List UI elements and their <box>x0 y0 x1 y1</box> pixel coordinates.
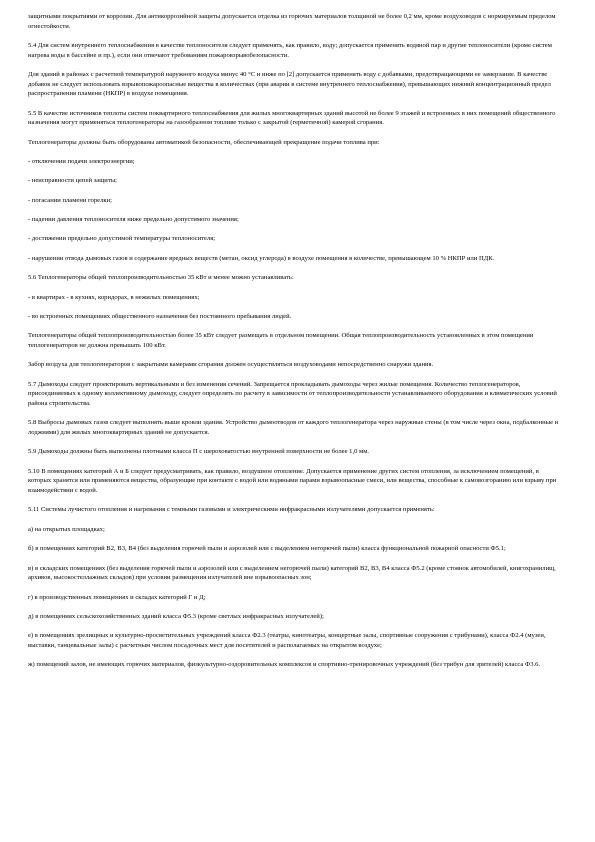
paragraph-5-11: 5.11 Системы лучистого отопления и нагревания с темными газовыми и электрическими инфракрасными излучателями допускается применять: <box>28 506 435 514</box>
paragraph-5-4: 5.4 Для систем внутреннего теплоснабжения в качестве теплоносителя следует применять, как правило, воду; допускается применять водяной пар и другие теплоносители (кроме систем нагрева воды в бассейне и пр.), если они отвечают требованиям пожаровзрывобезопасности. <box>28 41 552 59</box>
list-item: г) в производственных помещениях и складах категорий Г и Д; <box>28 593 206 601</box>
list-item: - отключении подачи электроэнергии; <box>28 157 135 165</box>
list-item: - достижении предельно допустимой температуры теплоносителя; <box>28 235 216 243</box>
paragraph-safety-automation: Теплогенераторы должны быть оборудованы автоматикой безопасности, обеспечивающей прекращение подачи топлива при: <box>28 138 380 146</box>
paragraph-additives: Для зданий в районах с расчетной температурой наружного воздуха минус 40 °С и ниже по [2] допускается применять воду с добавками, предотвращающими ее замерзание. В качестве добавок не следует использовать взрывопожароопасные вещества в количествах (при аварии в системе внутреннего теплоснабжения), превышающих нижний концентрационный предел распространения пламени (НКПР) в воздухе помещения. <box>28 70 551 98</box>
list-item: - в квартирах - в кухнях, коридорах, в нежилых помещениях; <box>28 293 200 301</box>
list-item: - во встроенных помещениях общественного назначения без постоянного пребывания людей. <box>28 313 292 321</box>
paragraph-5-10: 5.10 В помещениях категорий А и Б следует предусматривать, как правило, воздушное отопление. Допускается применение других систем отопления, за исключением помещений, в которых хранятся или применяются вещества, образующие при контакте с водой или водяными парами взрывоопасные смеси, или вещества, способные к самовозгоранию или взрыву при взаимодействии с водой. <box>28 467 557 494</box>
list-item: - нарушении отвода дымовых газов и содержание вредных веществ (метан, оксид углерода) в воздухе помещения в количестве, превышающем 10 % НКПР или ПДК. <box>28 254 495 262</box>
paragraph-5-8: 5.8 Выбросы дымовых газов следует выполнять выше кровли здания. Устройство дымоотводов от каждого теплогенератора через наружные стены (в том числе через окна, подбалконные и лоджиями) для жилых многоквартирных зданий не допускается. <box>28 419 559 436</box>
list-item: - падении давления теплоносителя ниже предельно допустимого значения; <box>28 216 239 224</box>
paragraph-over-35kw: Теплогенераторы общей теплопроизводительностью более 35 кВт следует размещать в отдельном помещении. Общая теплопроизводительность установленных в этом помещении теплогенераторов не должна превышать 100 кВт. <box>28 332 534 350</box>
paragraph-5-6: 5.6 Теплогенераторы общей теплопроизводительностью 35 кВт и менее можно устанавливать: <box>28 274 294 282</box>
paragraph-5-5: 5.5 В качестве источников теплоты систем поквартирного теплоснабжения для жилых многоквартирных зданий высотой не более 9 этажей и встроенных в них помещений общественного назначения могут применяться теплогенераторы на газообразном топливе только с закрытой (герметичной) камерой сгорания. <box>28 109 556 127</box>
paragraph-5-9: 5.9 Дымоходы должны быть выполнены плотными класса П с шероховатостью внутренней поверхности не более 1,0 мм. <box>28 448 370 456</box>
paragraph-air-intake: Забор воздуха для теплогенераторов с закрытыми камерами сгорания должен осуществляться воздуховодами непосредственно снаружи здания. <box>28 361 434 369</box>
paragraph-5-7: 5.7 Дымоходы следует проектировать вертикальными и без изменения сечений. Запрещается прокладывать дымоходы через жилые помещения. Количество теплогенераторов, присоединяемых к одному коллективному дымоходу, следует определять по расчету в зависимости от теплопроизводительности устанавливаемого оборудования и климатических условий района строительства. <box>28 380 557 407</box>
paragraph-corrosion: защитными покрытиями от коррозии. Для антикоррозийной защиты допускается отделка из горючих материалов толщиной не более 0,2 мм, кроме воздуховодов с нормируемым пределом огнестойкости. <box>28 13 556 30</box>
list-item: е) в помещениях зрелищных и культурно-просветительных учреждений класса Ф2.3 (театры, кинотеатры, концертные залы, спортивные сооружения с трибунами), класса Ф2.4 (музеи, выставки, танцевальные залы) с расчетным числом посадочных мест для посетителей и располагаемых на открытом воздухе; <box>28 632 546 649</box>
list-item: ж) помещений залов, не имеющих горючих материалов, физкультурно-оздоровительных комплексов и спортивно-тренировочных учреждений (без трибун для зрителей) класса Ф3.6. <box>28 661 541 669</box>
list-item: б) в помещениях категорий В2, В3, В4 (без выделения горючей пыли и аэрозолей или с выделением негорючей пыли) класса функциональной пожарной опасности Ф5.1; <box>28 545 506 553</box>
list-item: - погасании пламени горелки; <box>28 196 112 204</box>
list-item: а) на открытых площадках; <box>28 525 105 533</box>
list-item: в) в складских помещениях (без выделения горючей пыли и аэрозолей или с выделением негорючей пыли) категорий В2, В3, В4 класса Ф5.2 (кроме стоянок автомобилей, книгохранилищ, архивов, высокостеллажных складов) при условии размещения излучателей вне взрывоопасных зон; <box>28 564 556 582</box>
list-item: д) в помещениях сельскохозяйственных зданий класса Ф5.3 (кроме светлых инфракрасных излучателей); <box>28 612 324 620</box>
list-item: - неисправности цепей защиты; <box>28 177 117 185</box>
